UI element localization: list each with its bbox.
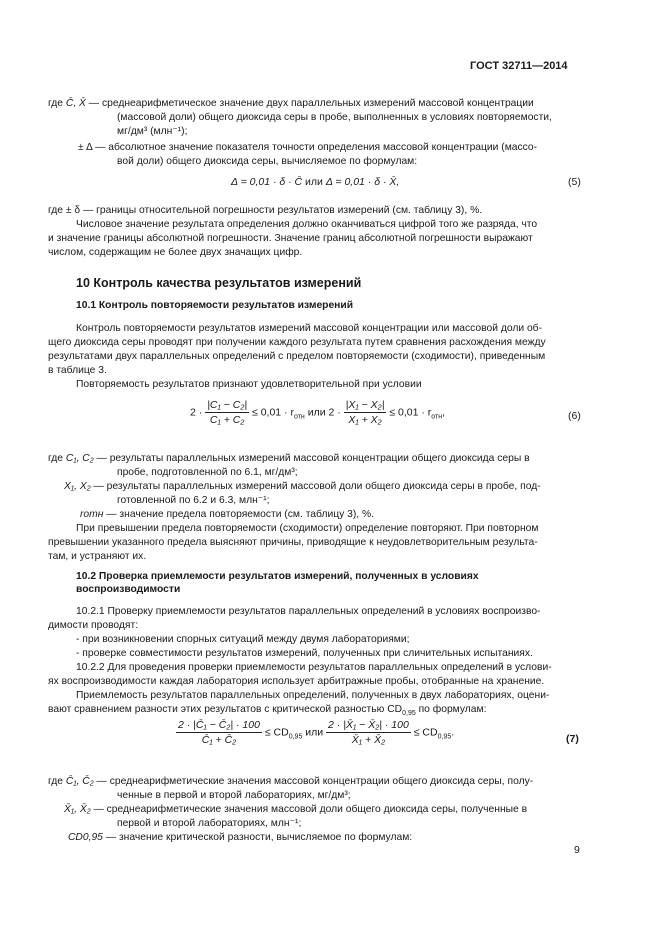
symbol: X₁, X₂ [64,481,91,492]
bullet-item: - проверке совместимости результатов измерений, полученных при сличительных испытаниях. [76,648,533,659]
bullet-item: - при возникновении спорных ситуаций между двумя лабораториями; [76,634,410,645]
accept-para-line: Приемлемость результатов параллельных определений, полученных в двух лабораториях, оцени- [76,690,550,701]
equation-7-number: (7) [566,733,579,745]
page-number: 9 [574,844,580,856]
symbol: X̄₁, X̄₂ [64,804,91,815]
def-line: пробе, подготовленной по 6.1, мг/дм³; [117,467,298,478]
para-10-2-1-line: димости проводят: [48,620,139,631]
rounding-para-line: и значение границы абсолютной погрешности. Значение границ абсолютной погрешности выражают [48,233,533,244]
exceed-para-line: превышении указанного предела выясняют причины, приводящие к неудовлетворительным результа- [48,537,538,548]
def-line: вой доли) общего диоксида серы, вычисляемое по формулам: [117,156,418,167]
def-line: rотн — значение предела повторяемости (см. таблицу 3), %. [80,509,375,520]
symbol: CD0,95 [68,832,103,843]
def-line: CD0,95 — значение критической разности, вычисляемое по формулам: [68,832,413,843]
def-line: ± Δ — абсолютное значение показателя точности определения массовой концентрации (массо- [78,142,538,153]
def-line: мг/дм³ (млн⁻¹); [117,126,188,137]
symbol: C̄, X̄ [65,98,86,109]
rounding-para-line: Числовое значение результата определения должно оканчиваться цифрой того же разряда, что [76,219,538,230]
symbol: C̄₁, C̄₂ [65,776,94,787]
section-10-2-title: 10.2 Проверка приемлемости результатов измерений, полученных в условиях [76,571,479,582]
standard-header: ГОСТ 32711—2014 [470,60,568,72]
exceed-para-line: При превышении предела повторяемости (сходимости) определение повторяют. При повторном [76,523,539,534]
def-line: первой и второй лабораториях, млн⁻¹; [117,818,302,829]
def-line: ченные в первой и второй лабораториях, мг/дм³; [117,790,351,801]
para-10-1-line: щего диоксида серы проводят при получении каждого результата путем сравнения расхождения между [48,337,546,348]
def-line: где C̄₁, C̄₂ — среднеарифметические значения массовой концентрации общего диоксида серы, полу- [48,776,534,787]
para-10-1-line: результатами двух параллельных определений с пределом повторяемости (сходимости), приведенным [48,351,546,362]
def-line: X̄₁, X̄₂ — среднеарифметические значения массовой доли общего диоксида серы, полученные в [64,804,528,815]
symbol: rотн [80,509,104,520]
repeat-condition: Повторяемость результатов признают удовлетворительной при условии [76,379,422,390]
def-line: готовленной по 6.2 и 6.3, млн⁻¹; [117,495,270,506]
para-10-2-2-line: ях воспроизводимости каждая лаборатория использует арбитражные пробы, отобранные на хранение. [48,676,545,687]
para-10-2-1-line: 10.2.1 Проверку приемлемости результатов параллельных определений в условиях воспроизво- [76,606,541,617]
para-10-2-2-line: 10.2.2 Для проведения проверки приемлемости результатов параллельных определений в услови- [76,662,552,673]
delta-definition: где ± δ — границы относительной погрешности результатов измерений (см. таблицу 3), %. [48,205,483,216]
section-10-2-title-cont: воспроизводимости [76,584,181,595]
symbol: C₁, C₂ [65,453,94,464]
def-line: где C₁, C₂ — результаты параллельных измерений массовой концентрации общего диоксида серы в [48,453,530,464]
def-line: где C̄, X̄ — среднеарифметическое значение двух параллельных измерений массовой концентрации [48,98,534,109]
equation-5: Δ = 0,01 · δ · C̄ или Δ = 0,01 · δ · X̄, [231,176,400,188]
equation-7: $\frac{\text{2 · |C̄₁ − C̄₂| · 100}}{\text{C̄₁ + C̄₂}}$ ≤ $CD_{0,95}$ или $\frac{\text{2 · |X̄₁ − X̄₂| · 100}}{\text{X̄₁ + X̄₂}}$ ≤ $CD_{0,95}$. [178,719,455,746]
equation-6-number: (6) [568,410,581,422]
section-10-1-title: 10.1 Контроль повторяемости результатов измерений [76,300,354,311]
accept-para-line: вают сравнением разности этих результатов с критической разностью $CD_{0,95}$ по формулам: [48,704,487,718]
equation-5-number: (5) [568,176,581,188]
para-10-1-line: в таблице 3. [48,365,107,376]
rounding-para-line: числом, содержащим не более двух значащих цифр. [48,247,303,258]
equation-6: 2 · $\frac{\text{|C₁ − C₂|}}{\text{C₁ + C₂}}$ ≤ $0,01 \cdot r_{отн}$ или 2 · $\frac{\text{|X₁ − X₂|}}{\text{X₁ + X₂}}$ ≤ $0,01 \cdot r_{отн}$, [190,399,446,426]
def-line: X₁, X₂ — результаты параллельных измерений массовой доли общего диоксида серы в пробе, под- [64,481,541,492]
exceed-para-line: там, и устраняют их. [48,551,147,562]
para-10-1-line: Контроль повторяемости результатов измерений массовой концентрации или массовой доли об- [76,323,543,334]
section-10-title: 10 Контроль качества результатов измерений [76,276,362,290]
def-line: (массовой доли) общего диоксида серы в пробе, выполненных в условиях повторяемости, [117,112,552,123]
